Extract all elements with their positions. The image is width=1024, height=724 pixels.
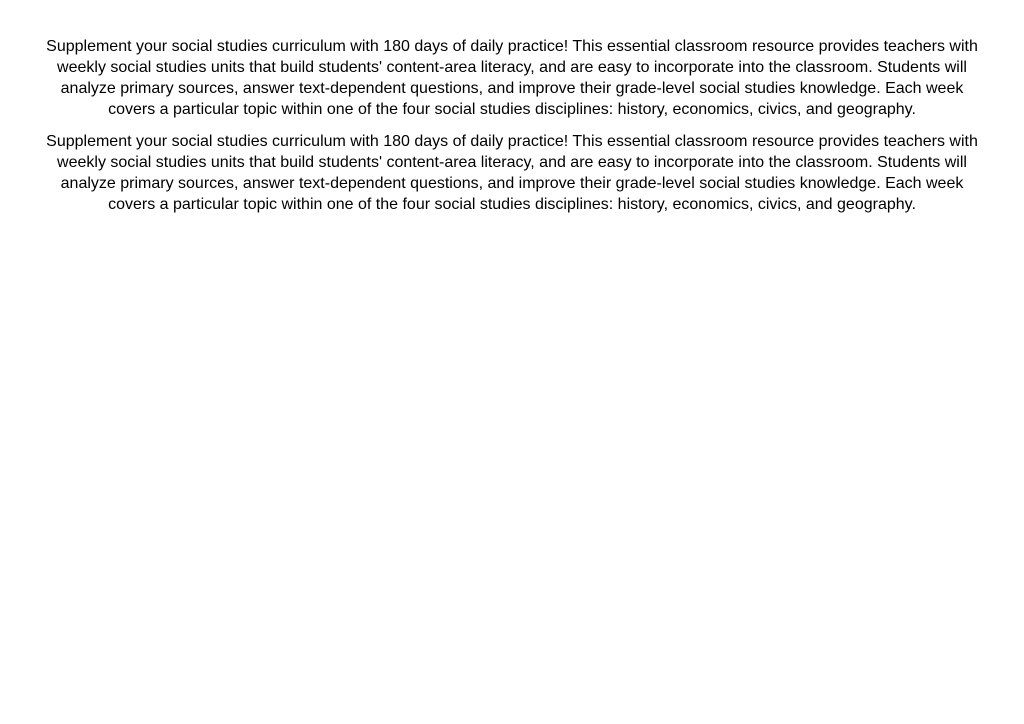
- description-paragraph-repeat: Supplement your social studies curriculum with 180 days of daily practice! This essential classroom resource provides teachers with weekly social studies units that build students' content-area literacy, and are easy to incorporate into the classroom. Students will analyze primary sources, answer text-dependent questions, and improve their grade-level social studies knowledge. Each week covers a particular topic within one of the four social studies disciplines: history, economics, civics, and geography.: [46, 133, 978, 213]
- description-paragraph: Supplement your social studies curriculum with 180 days of daily practice! This essential classroom resource provides teachers with weekly social studies units that build students' content-area literacy, and are easy to incorporate into the classroom. Students will analyze primary sources, answer text-dependent questions, and improve their grade-level social studies knowledge. Each week covers a particular topic within one of the four social studies disciplines: history, economics, civics, and geography.: [46, 38, 978, 118]
- document-body: [40, 36, 984, 226]
